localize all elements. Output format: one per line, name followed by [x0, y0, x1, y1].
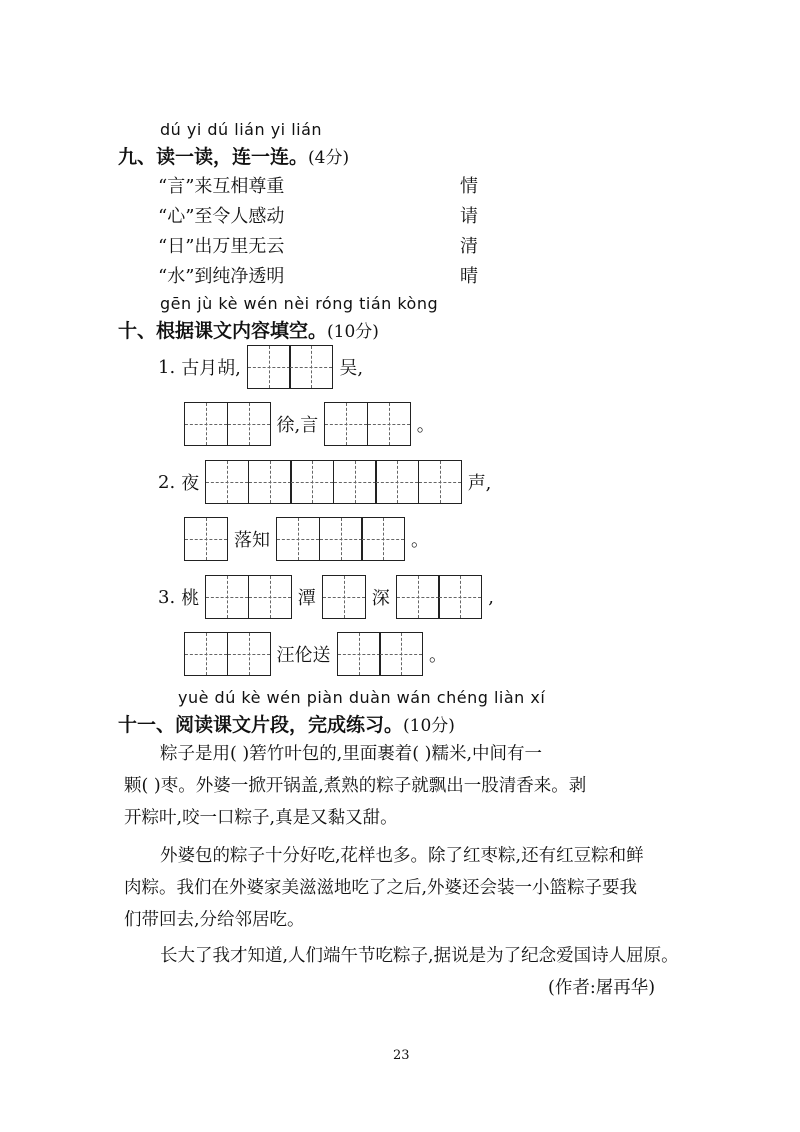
passage-line: 粽子是用( )箬竹叶包的,里面裹着( )糯米,中间有一: [160, 744, 543, 764]
section11-heading: [118, 710, 455, 737]
q2-pre: 夜: [181, 473, 200, 494]
section10-heading: [118, 316, 379, 343]
passage-line: 长大了我才知道,人们端午节吃粽子,据说是为了纪念爱国诗人屈原。: [160, 946, 679, 966]
q1-number: 1.: [158, 356, 176, 378]
q3-row2-mid: 汪伦送: [276, 645, 331, 666]
q2-grid-a[interactable]: [205, 460, 462, 504]
q2-mid: 声,: [467, 473, 492, 494]
q3-row1: [158, 575, 494, 619]
passage-line: 开粽叶,咬一口粽子,真是又黏又甜。: [124, 808, 398, 828]
q1-grid-c[interactable]: [324, 402, 411, 446]
q3-end: 。: [429, 645, 447, 666]
section9-title: 九、读一读，连一连。: [118, 146, 309, 168]
passage-line: 颗( )枣。外婆一掀开锅盖,煮熟的粽子就飘出一股清香来。剥: [124, 776, 587, 796]
match-right-1[interactable]: 情: [460, 176, 478, 197]
passage-author: (作者:屠再华): [548, 978, 656, 998]
section10-pinyin: gēn jù kè wén nèi róng tián kòng: [160, 294, 439, 313]
q1-grid-b[interactable]: [184, 402, 271, 446]
q2-end: 。: [411, 530, 429, 551]
section10-title: 十、根据课文内容填空。: [118, 320, 328, 342]
q3-grid-d[interactable]: [184, 632, 271, 676]
q1-end: 。: [416, 415, 435, 436]
match-left-1[interactable]: “言”来互相尊重: [158, 176, 285, 197]
q3-b: 深: [371, 588, 390, 609]
q2-row2: [184, 517, 429, 561]
section9-score: (4分): [308, 148, 350, 168]
q2-grid-c[interactable]: [276, 517, 405, 561]
section9-pinyin: dú yi dú lián yi lián: [160, 120, 323, 139]
q3-pre: 桃: [181, 588, 200, 609]
q3-grid-a[interactable]: [205, 575, 292, 619]
q1-mid: 吴,: [339, 358, 364, 379]
passage-line: 肉粽。我们在外婆家美滋滋地吃了之后,外婆还会装一小篮粽子要我: [124, 878, 638, 898]
q3-row2: [184, 632, 447, 676]
q1-pre: 古月胡,: [181, 358, 241, 379]
section10-score: (10分): [327, 322, 379, 342]
match-left-4[interactable]: “水”到纯净透明: [158, 266, 285, 287]
page-number: 23: [393, 1048, 410, 1063]
match-left-3[interactable]: “日”出万里无云: [158, 236, 285, 257]
q2-number: 2.: [158, 471, 176, 493]
q3-grid-e[interactable]: [337, 632, 424, 676]
match-left-2[interactable]: “心”至令人感动: [158, 206, 285, 227]
match-right-3[interactable]: 清: [460, 236, 478, 257]
q1-row1: [158, 345, 363, 389]
q3-a: 潭: [297, 588, 316, 609]
q3-grid-c[interactable]: [396, 575, 483, 619]
q1-row2: [184, 402, 435, 446]
passage-line: 们带回去,分给邻居吃。: [124, 910, 305, 930]
section11-pinyin: yuè dú kè wén piàn duàn wán chéng liàn xí: [178, 688, 546, 707]
q1-grid-a[interactable]: [247, 345, 334, 389]
q3-grid-b[interactable]: [322, 575, 366, 619]
passage-line: 外婆包的粽子十分好吃,花样也多。除了红枣粽,还有红豆粽和鲜: [160, 846, 644, 866]
section11-title: 十一、阅读课文片段，完成练习。: [118, 714, 404, 736]
q2-row1: [158, 460, 491, 504]
q3-number: 3.: [158, 586, 176, 608]
q2-row2-mid: 落知: [234, 530, 270, 551]
match-right-2[interactable]: 请: [460, 206, 478, 227]
q2-grid-b[interactable]: [184, 517, 228, 561]
section9-heading: [118, 142, 349, 169]
match-right-4[interactable]: 晴: [460, 266, 478, 287]
q1-row2-mid: 徐,言: [276, 415, 319, 436]
section11-score: (10分): [403, 716, 455, 736]
q3-comma: ,: [488, 586, 494, 608]
